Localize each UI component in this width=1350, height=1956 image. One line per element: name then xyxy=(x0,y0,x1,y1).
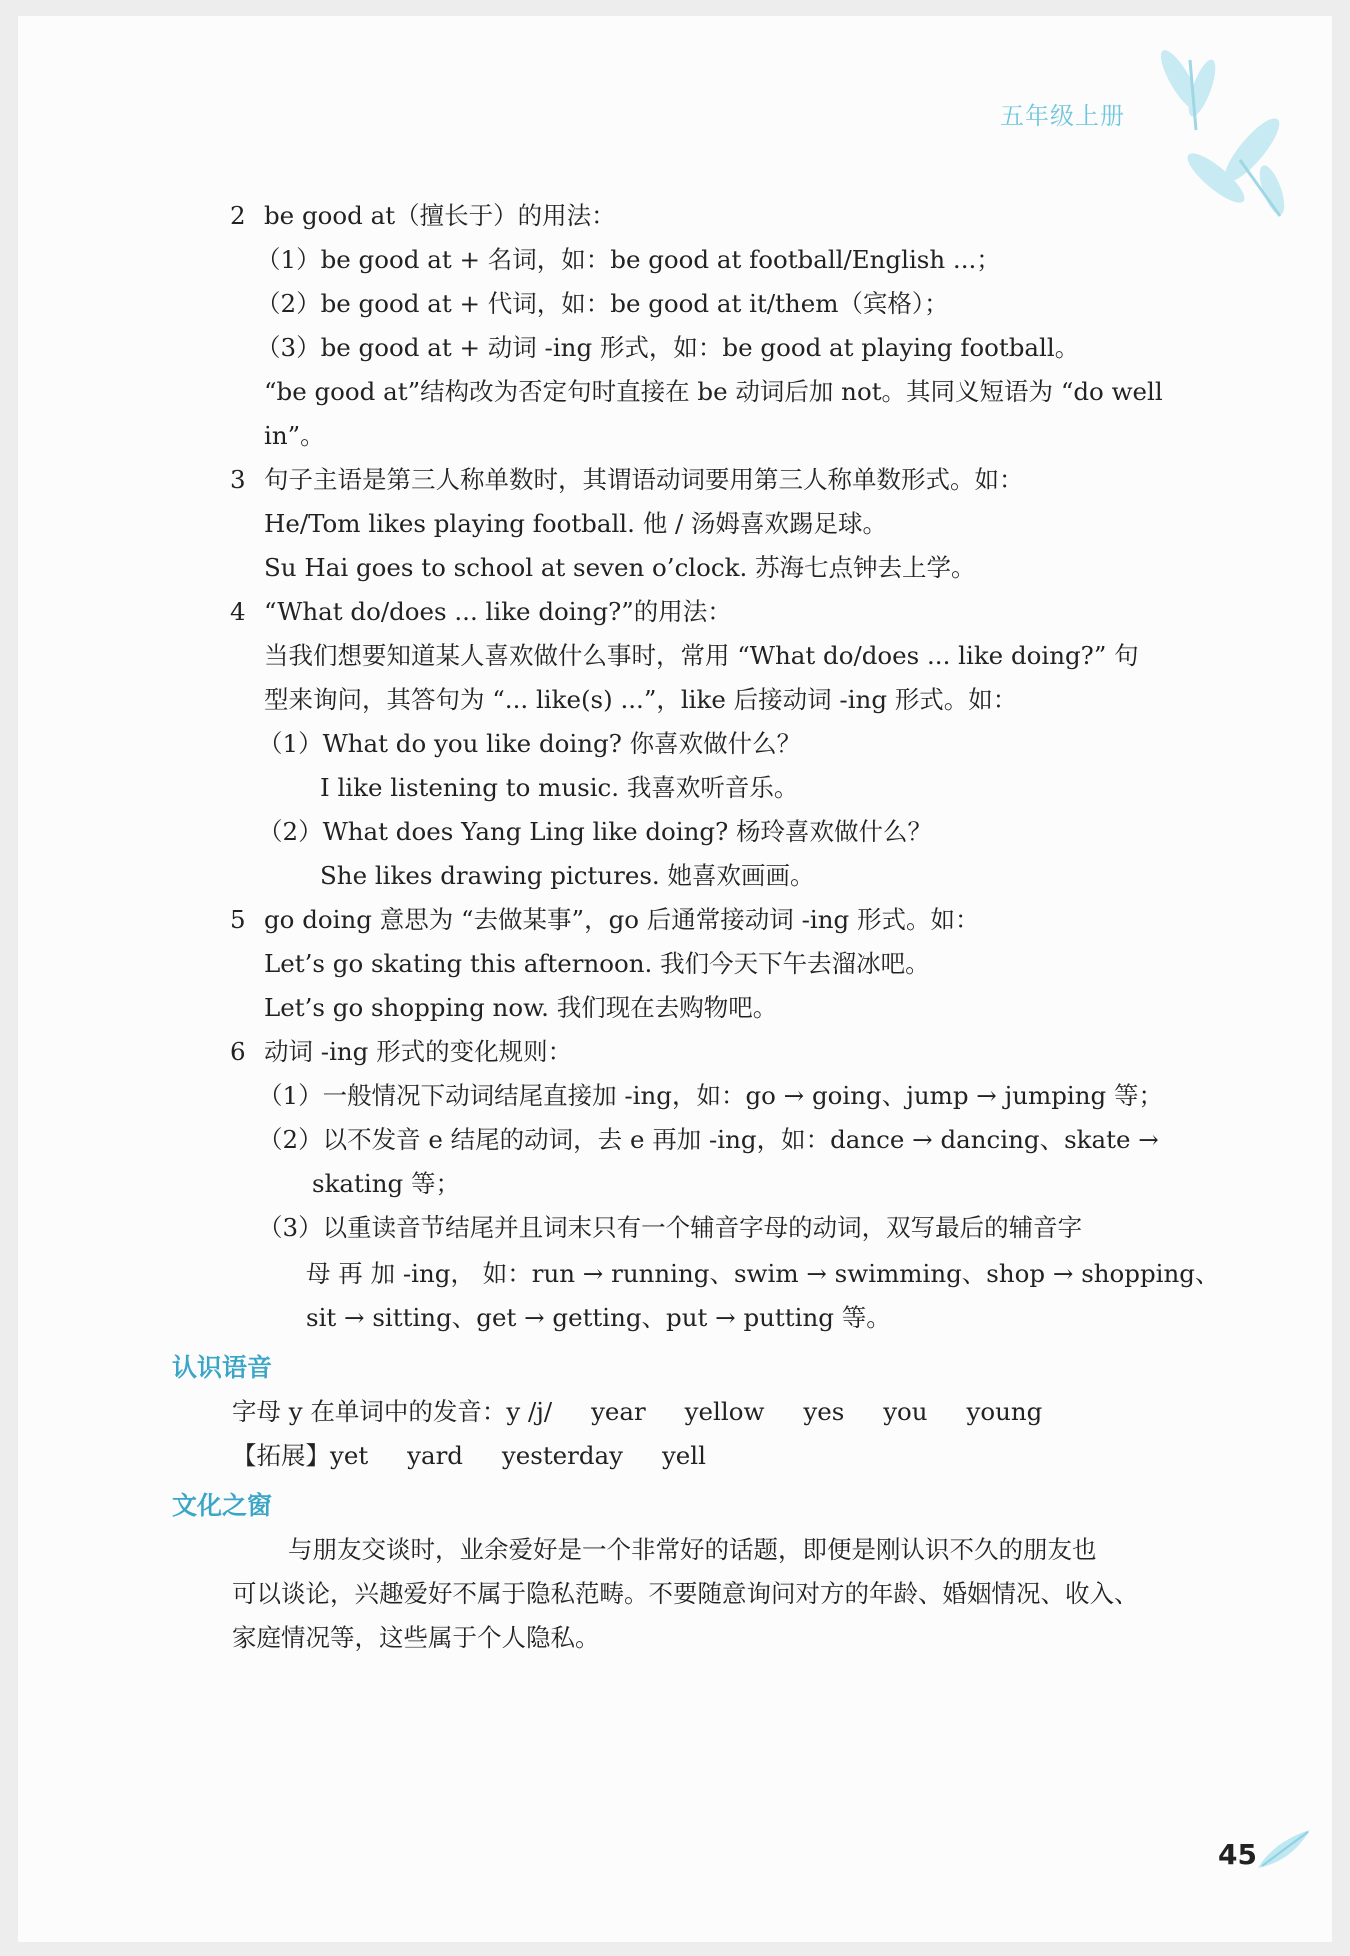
section-5-title-text: go doing 意思为 “去做某事”，go 后通常接动词 -ing 形式。如： xyxy=(264,905,980,934)
s4-question-1: （1）What do you like doing? 你喜欢做什么？ xyxy=(258,729,802,758)
s6-rule-3-line-1: （3）以重读音节结尾并且词末只有一个辅音字母的动词，双写最后的辅音字 xyxy=(258,1213,1083,1242)
section-number: 4 xyxy=(230,597,246,626)
culture-line-2: 可以谈论，兴趣爱好不属于隐私范畴。不要随意询问对方的年龄、婚姻情况、收入、 xyxy=(232,1579,1139,1608)
section-number: 2 xyxy=(230,201,246,230)
section-number: 6 xyxy=(230,1037,246,1066)
phonics-heading: 认识语音 xyxy=(172,1353,273,1382)
s3-example-2: Su Hai goes to school at seven o’clock. 苏海七点钟去上学。 xyxy=(264,553,976,582)
s4-desc-line-1: 当我们想要知道某人喜欢做什么事时，常用 “What do/does ... like doing?” 句 xyxy=(264,641,1139,670)
page-number: 45 xyxy=(1218,1838,1257,1871)
s3-example-1: He/Tom likes playing football. 他 / 汤姆喜欢踢足球。 xyxy=(264,509,888,538)
phonics-line-1: 字母 y 在单词中的发音：y /j/ year yellow yes you young xyxy=(232,1397,1043,1426)
section-4-title xyxy=(230,596,732,628)
s4-answer-2: She likes drawing pictures. 她喜欢画画。 xyxy=(320,861,815,890)
book-level-label: 五年级上册 xyxy=(1000,102,1125,130)
s6-rule-2-line-1: （2）以不发音 e 结尾的动词，去 e 再加 -ing，如：dance → dancing、skate → xyxy=(258,1125,1159,1154)
section-6-title xyxy=(230,1036,572,1068)
s4-answer-1: I like listening to music. 我喜欢听音乐。 xyxy=(320,773,799,802)
section-4-title-text: “What do/does ... like doing?”的用法： xyxy=(264,597,732,626)
section-number: 5 xyxy=(230,905,246,934)
s2-note-line-2: in”。 xyxy=(264,421,325,450)
section-2-title-text: be good at（擅长于）的用法： xyxy=(264,201,616,230)
dragonfly-icon xyxy=(1140,40,1300,220)
s5-example-2: Let’s go shopping now. 我们现在去购物吧。 xyxy=(264,993,778,1022)
leaf-icon xyxy=(1256,1828,1312,1872)
s2-item-2: （2）be good at + 代词，如：be good at it/them（宾格）； xyxy=(256,289,949,318)
s4-question-2: （2）What does Yang Ling like doing? 杨玲喜欢做什么？ xyxy=(258,817,933,846)
section-5-title xyxy=(230,904,979,936)
phonics-extension: 【拓展】yet yard yesterday yell xyxy=(232,1441,706,1470)
s2-item-1: （1）be good at + 名词，如：be good at football/English ...； xyxy=(256,245,1001,274)
section-3-title-text: 句子主语是第三人称单数时，其谓语动词要用第三人称单数形式。如： xyxy=(264,465,1024,494)
s2-item-3: （3）be good at + 动词 -ing 形式，如：be good at playing football。 xyxy=(256,333,1080,362)
culture-line-1: 与朋友交谈时，业余爱好是一个非常好的话题，即便是刚认识不久的朋友也 xyxy=(288,1535,1097,1564)
culture-line-3: 家庭情况等，这些属于个人隐私。 xyxy=(232,1623,600,1652)
s6-rule-2-line-2: skating 等； xyxy=(312,1169,460,1198)
s6-rule-3-line-3: sit → sitting、get → getting、put → putting 等。 xyxy=(306,1303,891,1332)
section-6-title-text: 动词 -ing 形式的变化规则： xyxy=(264,1037,573,1066)
s5-example-1: Let’s go skating this afternoon. 我们今天下午去溜冰吧。 xyxy=(264,949,930,978)
section-3-title xyxy=(230,464,1024,496)
s4-desc-line-2: 型来询问，其答句为 “... like(s) ...”，like 后接动词 -ing 形式。如： xyxy=(264,685,1018,714)
s6-rule-1: （1）一般情况下动词结尾直接加 -ing，如：go → going、jump → jumping 等； xyxy=(258,1081,1163,1110)
s6-rule-3-line-2: 母 再 加 -ing， 如：run → running、swim → swimming、shop → shopping、 xyxy=(306,1259,1220,1288)
s2-note-line-1: “be good at”结构改为否定句时直接在 be 动词后加 not。其同义短语为 “do well xyxy=(264,377,1163,406)
section-2-title xyxy=(230,200,616,232)
culture-heading: 文化之窗 xyxy=(172,1491,273,1520)
section-number: 3 xyxy=(230,465,246,494)
